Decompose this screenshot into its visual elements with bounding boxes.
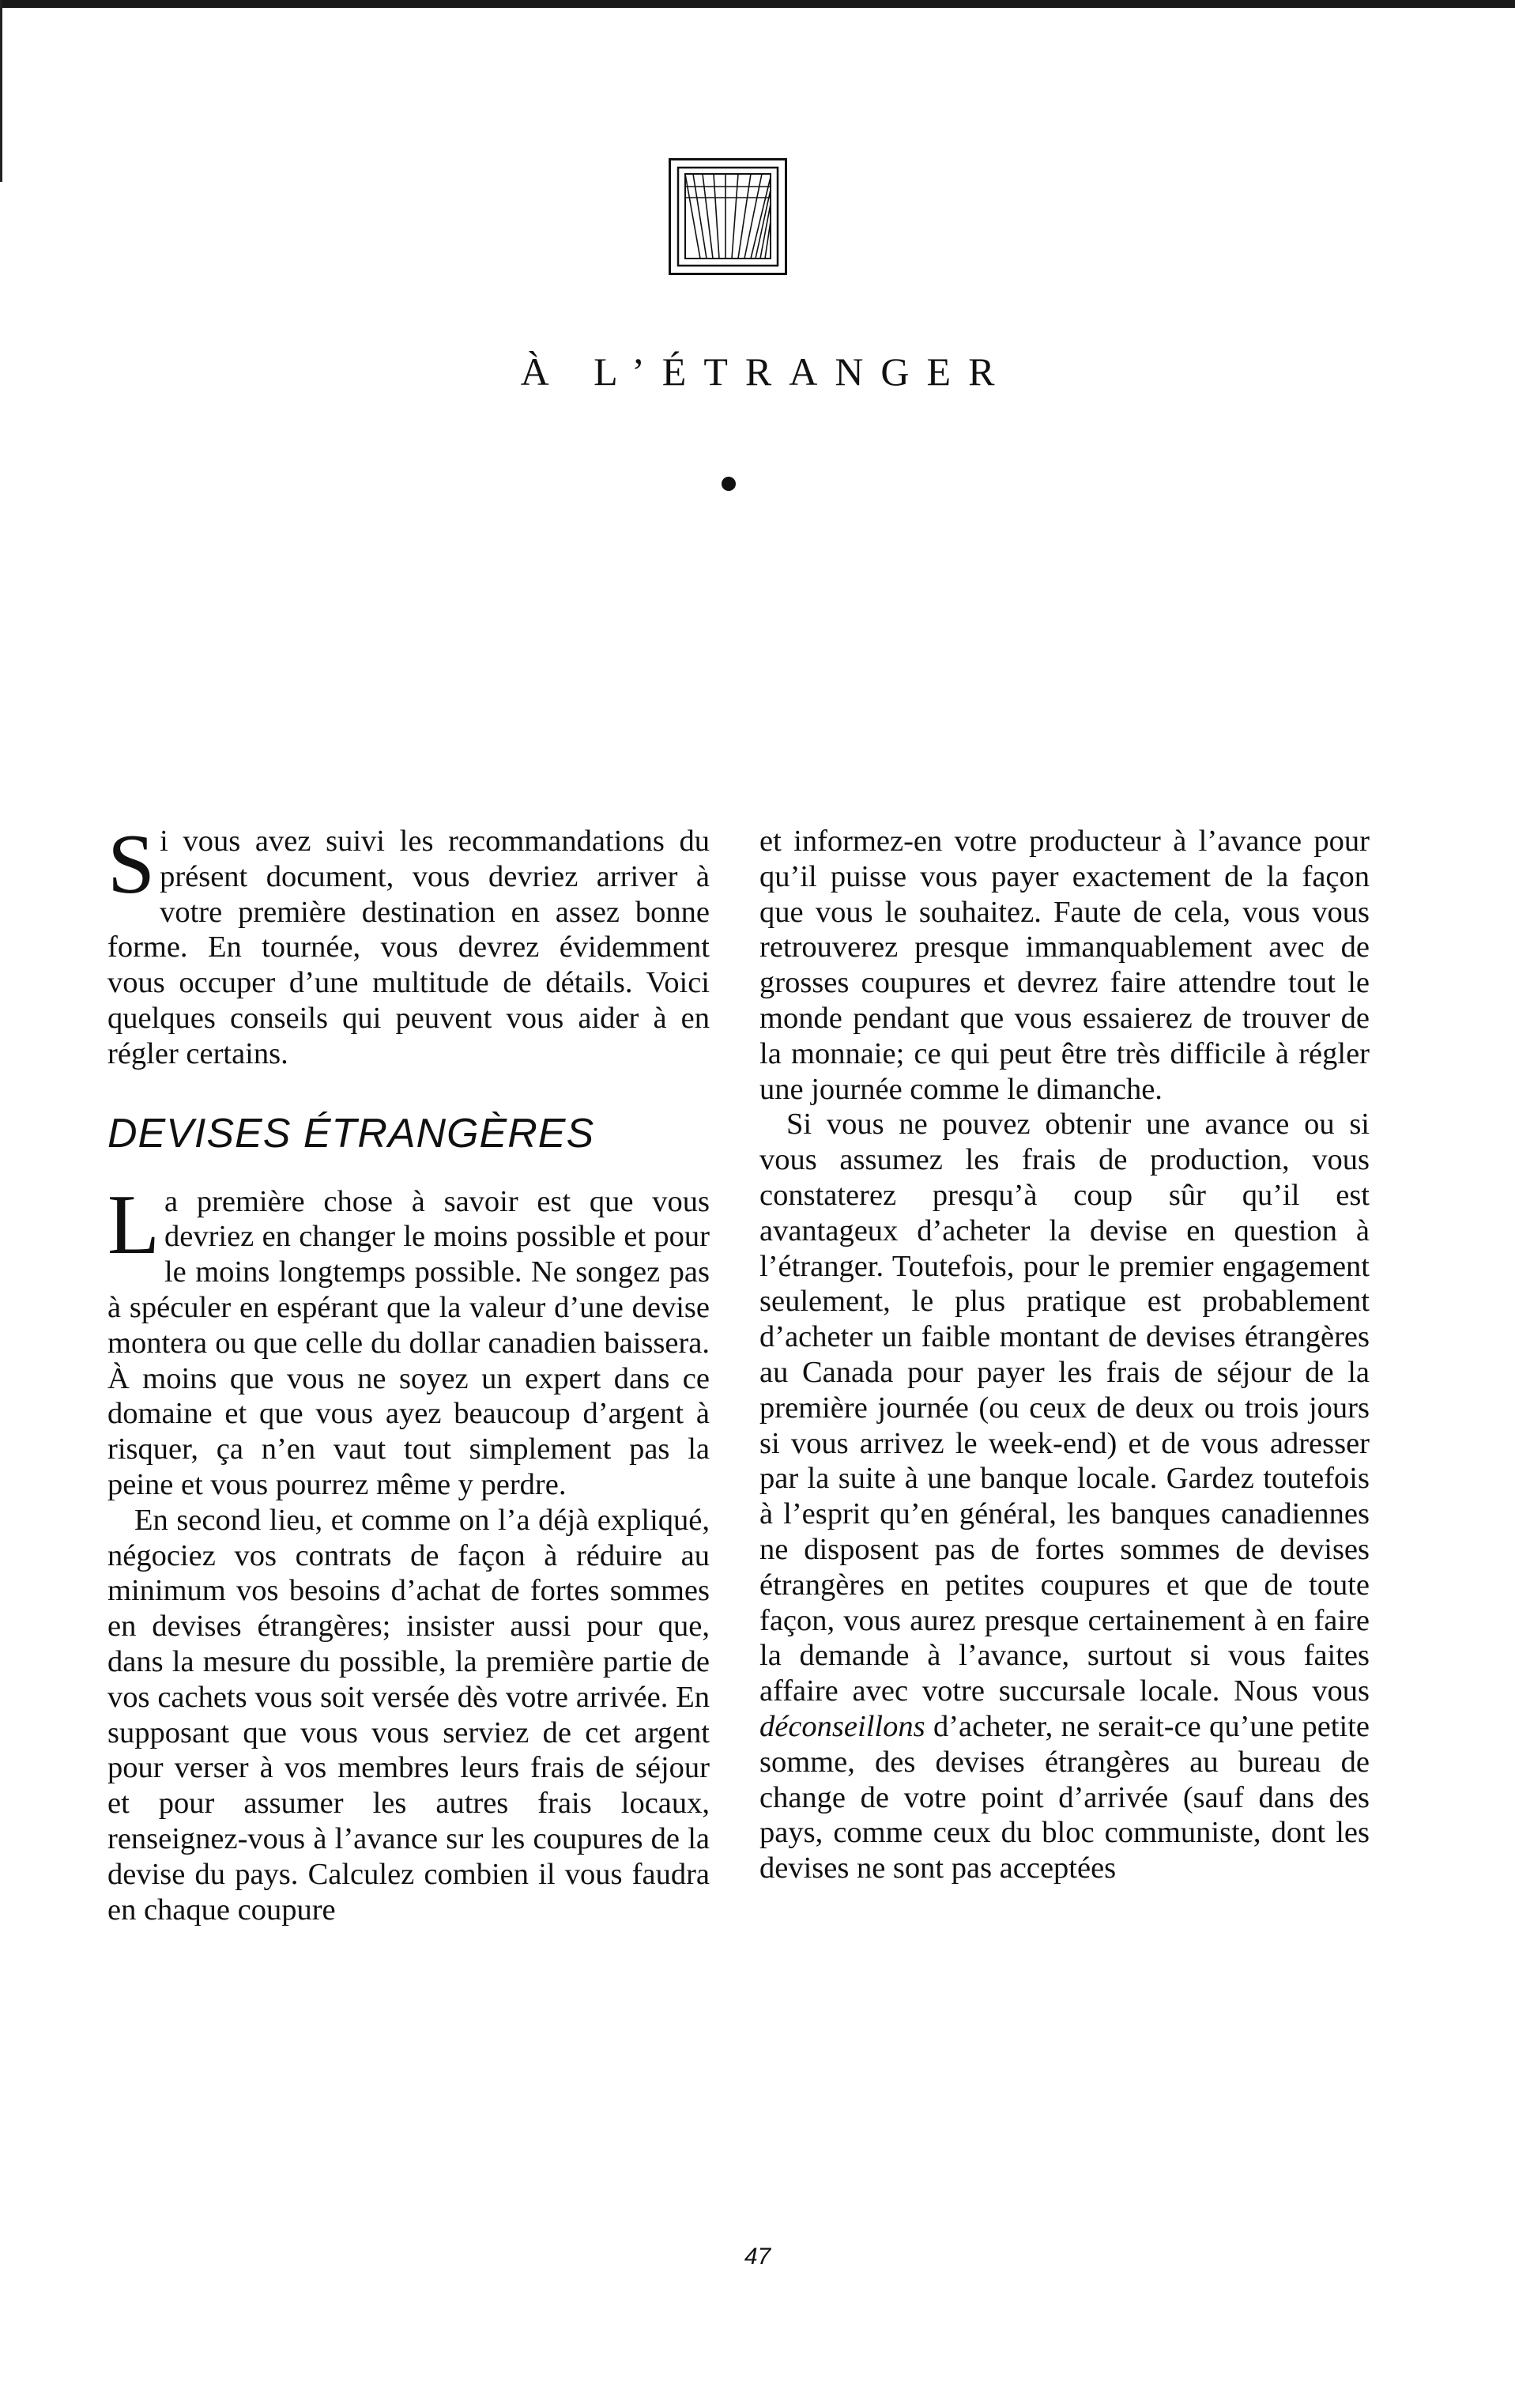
section-heading: DEVISES ÉTRANGÈRES xyxy=(107,1110,595,1157)
paragraph-dropcap: L xyxy=(107,1177,160,1272)
left-edge-rule xyxy=(0,0,2,182)
sunburst-emblem-icon xyxy=(669,158,787,275)
intro-dropcap: S xyxy=(107,817,156,911)
chapter-title: À L’ÉTRANGER xyxy=(520,349,1012,394)
paragraph-advance-purchase: Si vous ne pouvez obtenir une avance ou si vous assumez les frais de production, vous constaterez presqu’à coup sûr qu’il est avantageux d’acheter la devise en question à l’étranger. Toutefois, pour le premier engagement seulement, le plus pratique est probablement d’acheter un faible montant de devises étrangères au Canada pour payer les frais de séjour de la première journée (ou ceux de deux ou trois jours si vous arrivez le week-end) et de vous adresser par la suite à une banque locale. Gardez toutefois à l’esprit qu’en général, les banques canadiennes ne disposent pas de fortes sommes de devises étrangères en petites coupures et que de toute façon, vous aurez presque certainement à en faire la demande à l’avance, surtout si vous faites affaire avec votre succursale locale. Nous vous déconseillons d’acheter, ne serait-ce qu’une petite somme, des devises étrangères au bureau de change de votre point d’arrivée (sauf dans des pays, comme ceux du bloc communiste, dont les devises ne sont pas acceptées xyxy=(759,1108,1370,1885)
paragraph-first-rule: La première chose à savoir est que vous devriez en changer le moins possible et pour le moins longtemps possible. Ne songez pas à spéculer en espérant que la valeur d’une devise montera ou que celle du dollar canadien baissera. À moins que vous ne soyez un expert dans ce domaine et que vous ayez beaucoup d’argent à risquer, ça n’en vaut tout simplement pas la peine et vous pourrez même y perdre. xyxy=(107,1177,710,1501)
right-text-column xyxy=(759,824,1370,1886)
page-number: 47 xyxy=(744,2244,771,2270)
intro-paragraph: Si vous avez suivi les recommandations du présent document, vous devriez arriver à votre première destination en assez bonne forme. En tournée, vous devrez évidemment vous occuper d’une multitude de détails. Voici quelques conseils qui peuvent vous aider à en régler certains. xyxy=(107,817,710,1070)
title-ornament-dot xyxy=(722,477,736,491)
left-text-column xyxy=(107,817,710,1927)
paragraph-second-point: En second lieu, et comme on l’a déjà expliqué, négociez vos contrats de façon à réduire au minimum vos besoins d’achat de fortes sommes en devises étrangères; insister aussi pour que, dans la mesure du possible, la première partie de vos cachets vous soit versée dès votre arrivée. En supposant que vous vous serviez de cet argent pour verser à vos membres leurs frais de séjour et pour assumer les autres frais locaux, renseignez-vous à l’avance sur les coupures de la devise du pays. Calculez combien il vous faudra en chaque coupure xyxy=(107,1503,710,1927)
emphasis-deconseillons: déconseillons xyxy=(759,1709,925,1743)
paragraph-continuation: et informez-en votre producteur à l’avance pour qu’il puisse vous payer exactement de la façon que vous le souhaitez. Faute de cela, vous vous retrouverez presque immanquablement avec de grosses coupures et devrez faire attendre tout le monde pendant que vous essaierez de trouver de la monnaie; ce qui peut être très difficile à régler une journée comme le dimanche. xyxy=(759,825,1370,1106)
top-edge-rule xyxy=(0,0,1515,8)
